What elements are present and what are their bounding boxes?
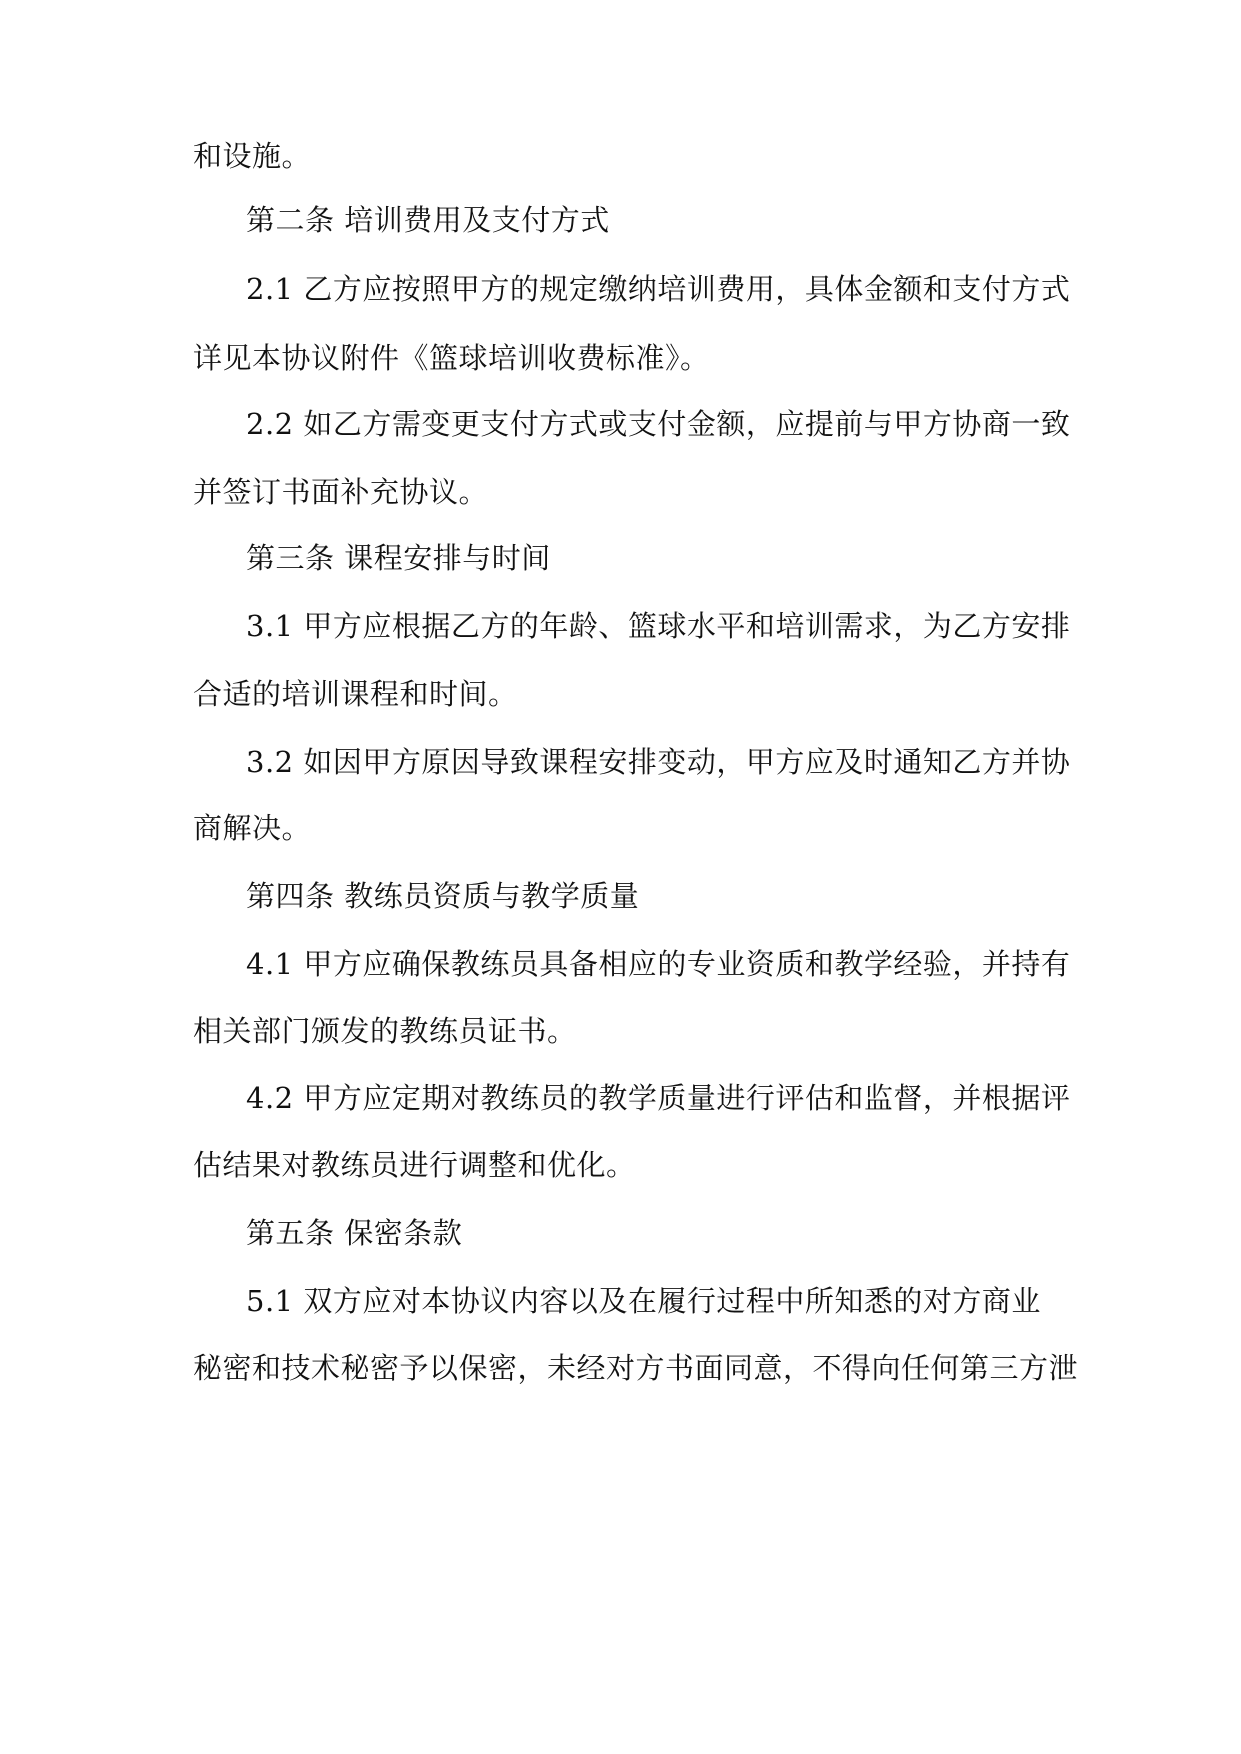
clause-5-1-line-2: 秘密和技术秘密予以保密，未经对方书面同意，不得向任何第三方泄 xyxy=(193,1351,1079,1385)
clause-3-1-line-2: 合适的培训课程和时间。 xyxy=(193,677,518,711)
clause-4-1-line-2: 相关部门颁发的教练员证书。 xyxy=(193,1014,577,1048)
clause-3-1-line-1: 3.1 甲方应根据乙方的年龄、篮球水平和培训需求，为乙方安排 xyxy=(246,609,1071,643)
clause-2-1-line-1: 2.1 乙方应按照甲方的规定缴纳培训费用，具体金额和支付方式 xyxy=(246,272,1071,306)
article-heading-3: 第三条 课程安排与时间 xyxy=(246,541,551,575)
clause-2-2-line-1: 2.2 如乙方需变更支付方式或支付金额，应提前与甲方协商一致 xyxy=(246,407,1071,441)
clause-3-2-line-2: 商解决。 xyxy=(193,811,312,845)
clause-2-1-line-2: 详见本协议附件《篮球培训收费标准》。 xyxy=(193,341,710,375)
article-heading-4: 第四条 教练员资质与教学质量 xyxy=(246,879,640,913)
clause-2-2-line-2: 并签订书面补充协议。 xyxy=(193,475,489,509)
clause-3-2-line-1: 3.2 如因甲方原因导致课程安排变动，甲方应及时通知乙方并协 xyxy=(246,745,1071,779)
article-heading-5: 第五条 保密条款 xyxy=(246,1216,463,1250)
clause-4-2-line-1: 4.2 甲方应定期对教练员的教学质量进行评估和监督，并根据评 xyxy=(246,1081,1071,1115)
clause-5-1-line-1: 5.1 双方应对本协议内容以及在履行过程中所知悉的对方商业 xyxy=(246,1284,1041,1318)
article-heading-2: 第二条 培训费用及支付方式 xyxy=(246,203,610,237)
clause-4-2-line-2: 估结果对教练员进行调整和优化。 xyxy=(193,1148,636,1182)
clause-4-1-line-1: 4.1 甲方应确保教练员具备相应的专业资质和教学经验，并持有 xyxy=(246,947,1071,981)
paragraph-continuation: 和设施。 xyxy=(193,139,312,173)
